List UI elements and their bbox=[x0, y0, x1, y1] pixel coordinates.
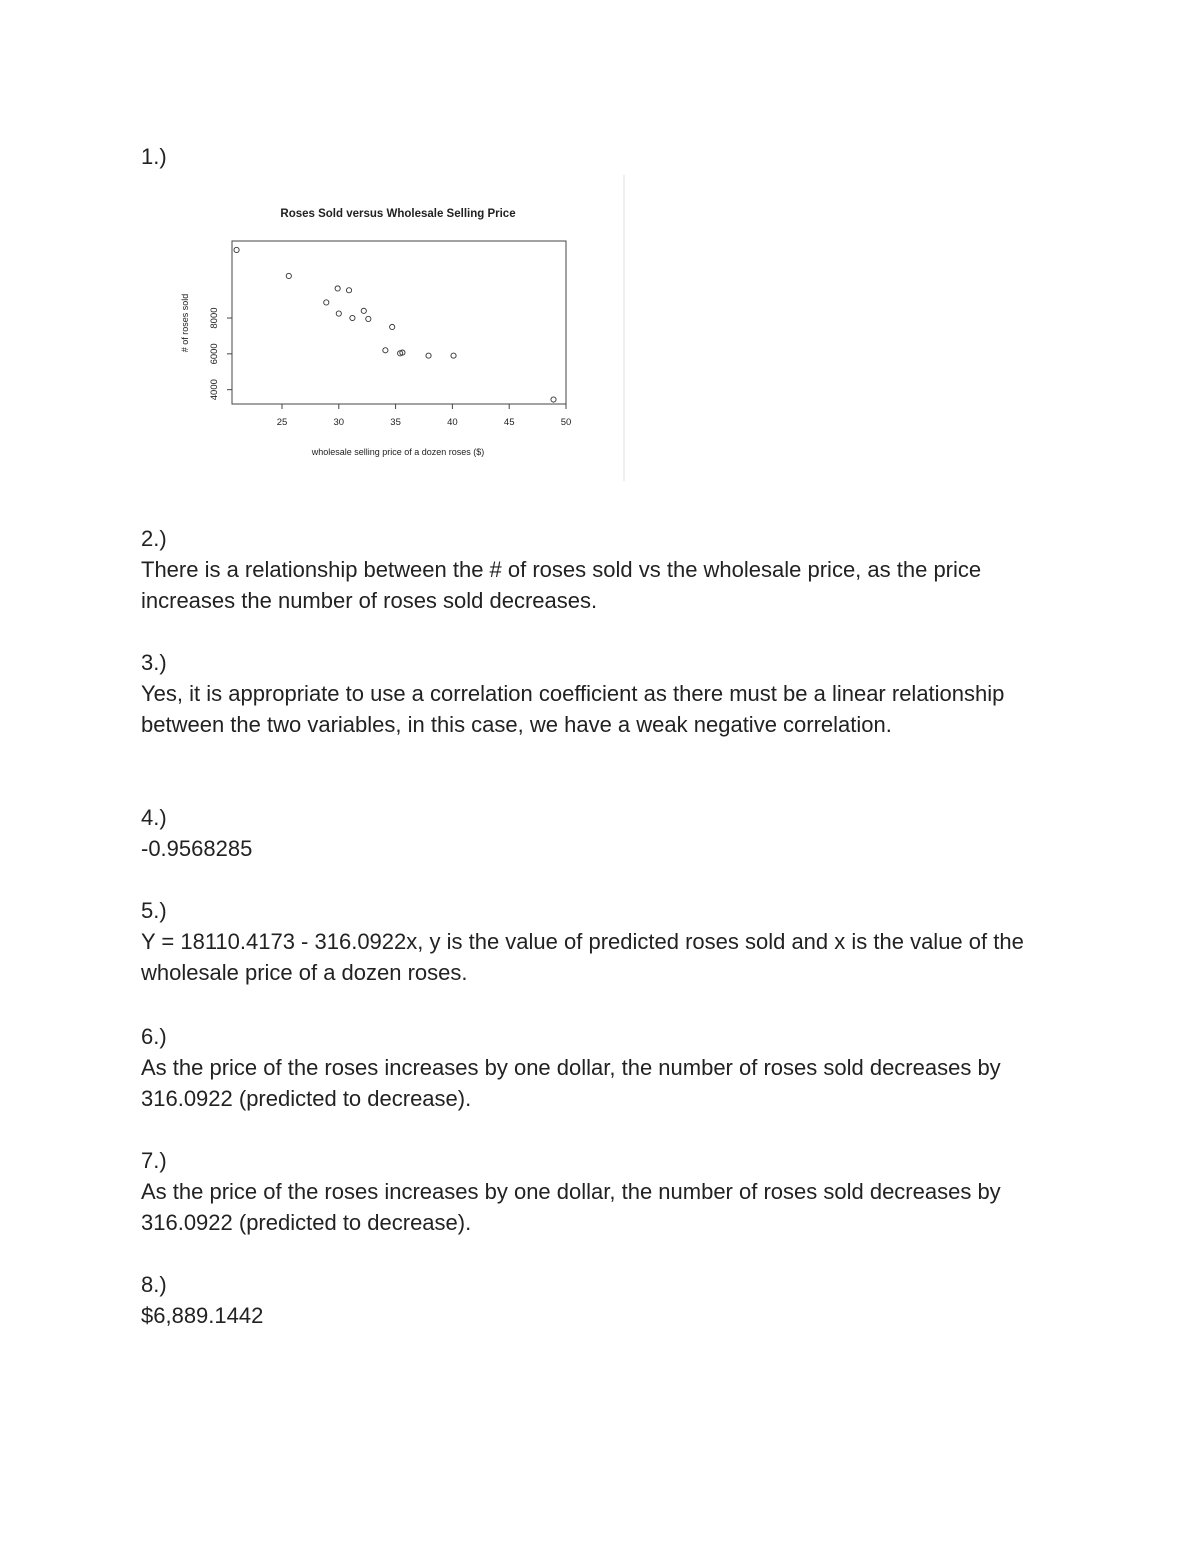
answer-1 bbox=[141, 141, 1081, 172]
answer-2 bbox=[141, 523, 1081, 616]
data-point bbox=[286, 273, 291, 278]
answer-4 bbox=[141, 802, 1081, 864]
answer-5 bbox=[141, 895, 1081, 988]
data-point bbox=[361, 308, 366, 313]
data-point bbox=[336, 311, 341, 316]
y-tick-label: 8000 bbox=[209, 307, 220, 329]
y-axis-label: # of roses sold bbox=[180, 293, 190, 353]
answer-text: -0.9568285 bbox=[141, 836, 253, 861]
data-point bbox=[451, 353, 456, 358]
data-point bbox=[383, 348, 388, 353]
answer-number: 3.) bbox=[141, 650, 167, 675]
x-tick-label: 35 bbox=[390, 417, 401, 428]
scatter-chart bbox=[170, 175, 626, 481]
y-axis-ticks bbox=[209, 307, 232, 400]
answer-3 bbox=[141, 647, 1081, 740]
answer-number: 1.) bbox=[141, 144, 167, 169]
answer-number: 5.) bbox=[141, 898, 167, 923]
answer-6 bbox=[141, 1021, 1081, 1114]
chart-svg bbox=[170, 175, 626, 481]
x-axis-label: wholesale selling price of a dozen roses ($) bbox=[311, 447, 485, 457]
answer-text: Y = 18110.4173 - 316.0922x, y is the value of predicted roses sold and x is the value of the wholesale price of a dozen roses. bbox=[141, 929, 1024, 985]
answer-number: 4.) bbox=[141, 805, 167, 830]
answer-text: There is a relationship between the # of roses sold vs the wholesale price, as the price increases the number of roses sold decreases. bbox=[141, 557, 982, 613]
data-point bbox=[366, 316, 371, 321]
y-tick-label: 6000 bbox=[209, 343, 220, 365]
data-point bbox=[324, 300, 329, 305]
answer-text: Yes, it is appropriate to use a correlation coefficient as there must be a linear relationship between the two variables, in this case, we have a weak negative correlation. bbox=[141, 681, 1005, 737]
data-point bbox=[346, 288, 351, 293]
answer-number: 8.) bbox=[141, 1272, 167, 1297]
answer-text: $6,889.1442 bbox=[141, 1303, 264, 1328]
data-point bbox=[335, 286, 340, 291]
answer-number: 7.) bbox=[141, 1148, 167, 1173]
answer-7 bbox=[141, 1145, 1081, 1238]
data-point bbox=[426, 353, 431, 358]
answer-number: 2.) bbox=[141, 526, 167, 551]
answer-8 bbox=[141, 1269, 1081, 1331]
x-axis-ticks bbox=[277, 404, 572, 428]
y-tick-label: 4000 bbox=[209, 379, 220, 401]
data-points bbox=[234, 247, 556, 402]
data-point bbox=[234, 247, 239, 252]
data-point bbox=[551, 397, 556, 402]
answer-text: As the price of the roses increases by one dollar, the number of roses sold decreases by 316.0922 (predicted to decrease). bbox=[141, 1055, 1001, 1111]
x-tick-label: 25 bbox=[276, 417, 288, 428]
x-tick-label: 50 bbox=[560, 417, 572, 428]
x-tick-label: 40 bbox=[447, 417, 458, 428]
plot-frame bbox=[232, 241, 566, 404]
data-point bbox=[390, 324, 395, 329]
x-tick-label: 45 bbox=[503, 417, 515, 428]
answer-text: As the price of the roses increases by one dollar, the number of roses sold decreases by 316.0922 (predicted to decrease). bbox=[141, 1179, 1001, 1235]
data-point bbox=[350, 315, 355, 320]
chart-title: Roses Sold versus Wholesale Selling Price bbox=[280, 208, 516, 220]
x-tick-label: 30 bbox=[333, 417, 345, 428]
answer-number: 6.) bbox=[141, 1024, 167, 1049]
